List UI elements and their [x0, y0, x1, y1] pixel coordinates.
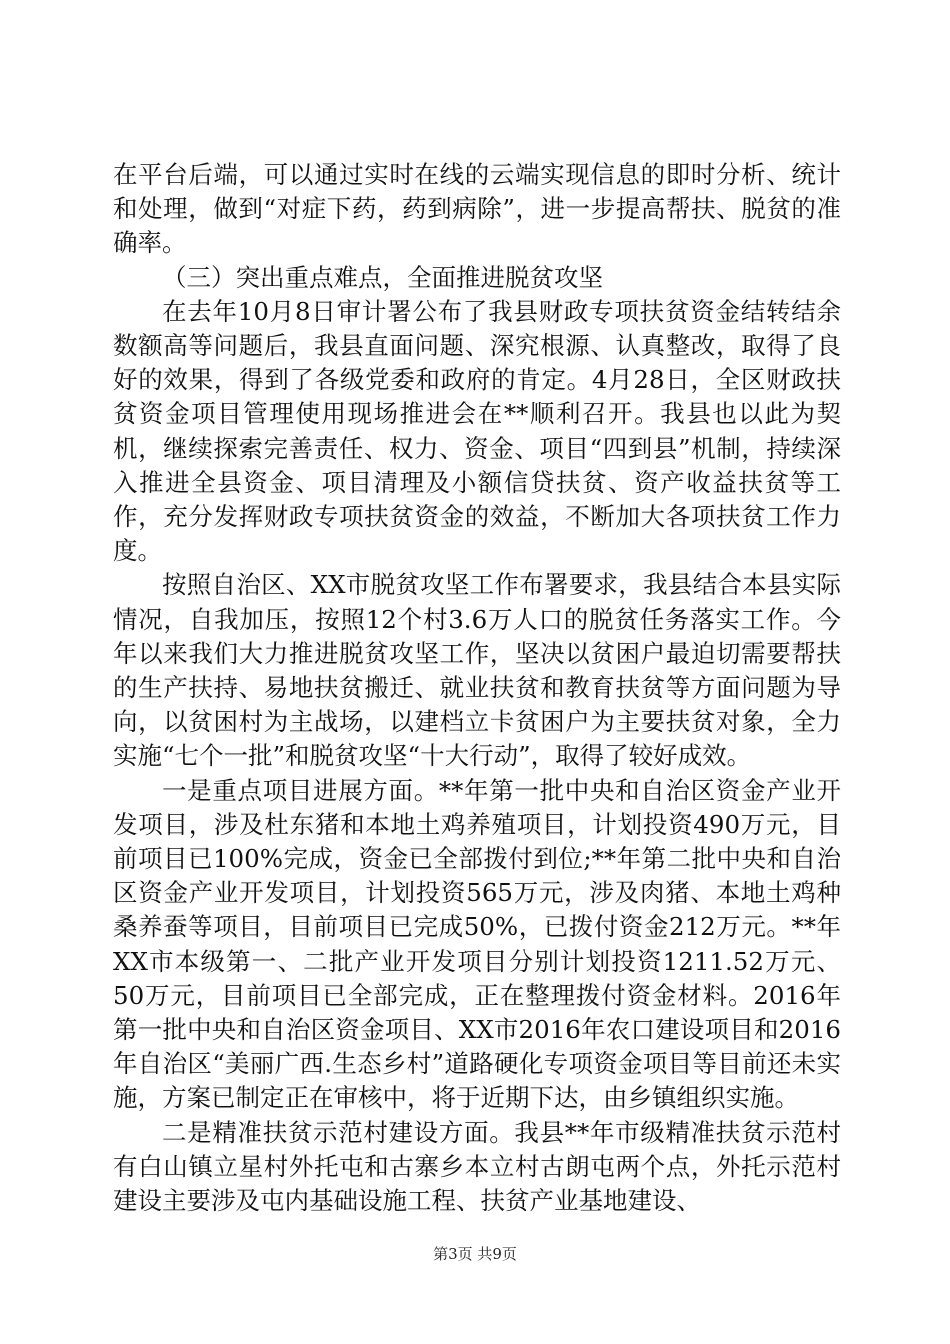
- page-number-footer: 第3页 共9页: [433, 1245, 517, 1263]
- paragraph-demo-villages: 二是精准扶贫示范村建设方面。我县**年市级精准扶贫示范村有白山镇立星村外托屯和古寨乡本立村古朗屯两个点，外托示范村建设主要涉及屯内基础设施工程、扶贫产业基地建设、: [113, 1117, 841, 1216]
- paragraph-poverty-tasks: 按照自治区、XX市脱贫攻坚工作布署要求，我县结合本县实际情况，自我加压，按照12个村3.6万人口的脱贫任务落实工作。今年以来我们大力推进脱贫攻坚工作，坚决以贫困户最迫切需要帮扶的生产扶持、易地扶贫搬迁、就业扶贫和教育扶贫等方面问题为导向，以贫困村为主战场，以建档立卡贫困户为主要扶贫对象，全力实施“七个一批”和脱贫攻坚“十大行动”，取得了较好成效。: [113, 570, 841, 771]
- section-heading: （三）突出重点难点，全面推进脱贫攻坚: [162, 262, 603, 292]
- document-body: [113, 158, 841, 1218]
- paragraph-continuation: 在平台后端，可以通过实时在线的云端实现信息的即时分析、统计和处理，做到“对症下药，药到病除”，进一步提高帮扶、脱贫的准确率。: [113, 160, 841, 258]
- paragraph-audit-rectification: 在去年10月8日审计署公布了我县财政专项扶贫资金结转结余数额高等问题后，我县直面问题、深究根源、认真整改，取得了良好的效果，得到了各级党委和政府的肯定。4月28日，全区财政扶贫资金项目管理使用现场推进会在**顺利召开。我县也以此为契机，继续探索完善责任、权力、资金、项目“四到县”机制，持续深入推进全县资金、项目清理及小额信贷扶贫、资产收益扶贫等工作，充分发挥财政专项扶贫资金的效益，不断加大各项扶贫工作力度。: [113, 296, 841, 566]
- paragraph-key-projects: 一是重点项目进展方面。**年第一批中央和自治区资金产业开发项目，涉及杜东猪和本地土鸡养殖项目，计划投资490万元，目前项目已100%完成，资金已全部拨付到位;**年第二批中央和自治区资金产业开发项目，计划投资565万元，涉及肉猪、本地土鸡种桑养蚕等项目，目前项目已完成50%，已拨付资金212万元。**年XX市本级第一、二批产业开发项目分别计划投资1211.52万元、50万元，目前项目已全部完成，正在整理拨付资金材料。2016年第一批中央和自治区资金项目、XX市2016年农口建设项目和2016年自治区“美丽广西.生态乡村”道路硬化专项资金项目等目前还未实施，方案已制定正在审核中，将于近期下达，由乡镇组织实施。: [113, 775, 841, 1113]
